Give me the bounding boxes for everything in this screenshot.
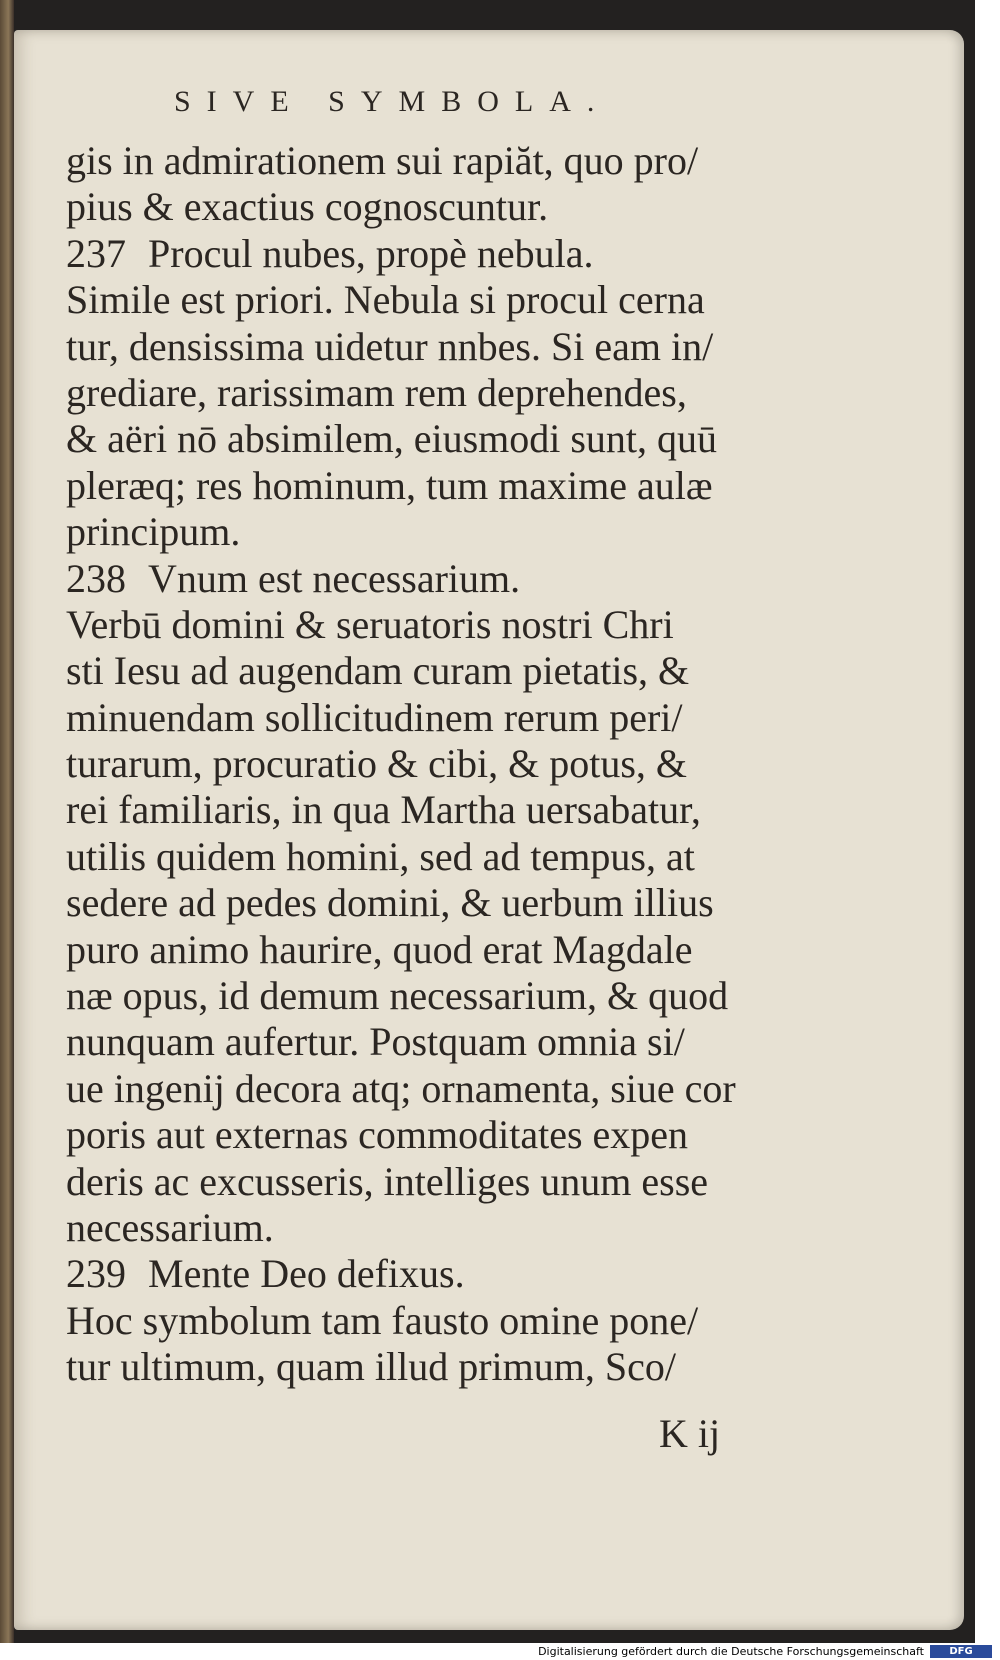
text-line: turarum, procuratio & cibi, & potus, & xyxy=(66,741,687,787)
entry-heading-237 xyxy=(66,231,796,277)
text-line: næ opus, id demum necessarium, & quod xyxy=(66,973,729,1019)
signature-mark: K ij xyxy=(659,1411,721,1456)
text-line: ue ingenij decora atq; ornamenta, siue cor xyxy=(66,1065,736,1111)
text-line: utilis quidem homini, sed ad tempus, at xyxy=(66,833,695,879)
text-line: pleræq; res hominum, tum maxime aulæ xyxy=(66,462,713,508)
entry-number: 238 xyxy=(66,555,126,601)
entry-title: Mente Deo defixus. xyxy=(148,1251,465,1297)
entry-heading-238 xyxy=(66,556,796,602)
entry-heading-239 xyxy=(66,1251,796,1297)
running-head: SIVE SYMBOLA. xyxy=(174,85,611,118)
entry-title: Procul nubes, propè nebula. xyxy=(148,230,594,276)
text-line: necessarium. xyxy=(66,1204,274,1250)
entry-number: 239 xyxy=(66,1251,126,1297)
digitization-credit: Digitalisierung gefördert durch die Deutsche Forschungsgemeinschaft xyxy=(538,1645,924,1658)
text-line: Hoc symbolum tam fausto omine pone/ xyxy=(66,1297,699,1343)
text-line: principum. xyxy=(66,509,241,555)
text-line: grediare, rarissimam rem deprehendes, xyxy=(66,369,687,415)
text-line: & aëri nō absimilem, eiusmodi sunt, quū xyxy=(66,416,718,462)
text-line: minuendam sollicitudinem rerum peri/ xyxy=(66,694,683,740)
text-line: Simile est priori. Nebula si procul cerna xyxy=(66,277,705,323)
text-line: Verbū domini & seruatoris nostri Chri xyxy=(66,601,674,647)
entry-title: Vnum est necessarium. xyxy=(148,555,521,601)
text-line: poris aut externas commoditates expen xyxy=(66,1112,689,1158)
text-line: nunquam aufertur. Postquam omnia si/ xyxy=(66,1019,685,1065)
text-line: puro animo haurire, quod erat Magdale xyxy=(66,926,693,972)
text-line: sti Iesu ad augendam curam pietatis, & xyxy=(66,648,690,694)
entry-number: 237 xyxy=(66,230,126,276)
text-line: tur, densissima uidetur nnbes. Si eam in/ xyxy=(66,323,714,369)
book-spine xyxy=(0,0,14,1643)
text-line: tur ultimum, quam illud primum, Sco/ xyxy=(66,1344,676,1390)
text-line: gis in admirationem sui rapiăt, quo pro/ xyxy=(66,138,699,183)
text-line: pius & exactius cognoscuntur. xyxy=(66,184,549,230)
text-line: rei familiaris, in qua Martha uersabatur, xyxy=(66,787,701,833)
text-block xyxy=(66,88,796,1391)
text-line: sedere ad pedes domini, & uerbum illius xyxy=(66,880,714,926)
text-line: deris ac excusseris, intelliges unum esse xyxy=(66,1158,709,1204)
book-page xyxy=(14,30,964,1630)
dfg-logo: DFG xyxy=(930,1645,992,1658)
